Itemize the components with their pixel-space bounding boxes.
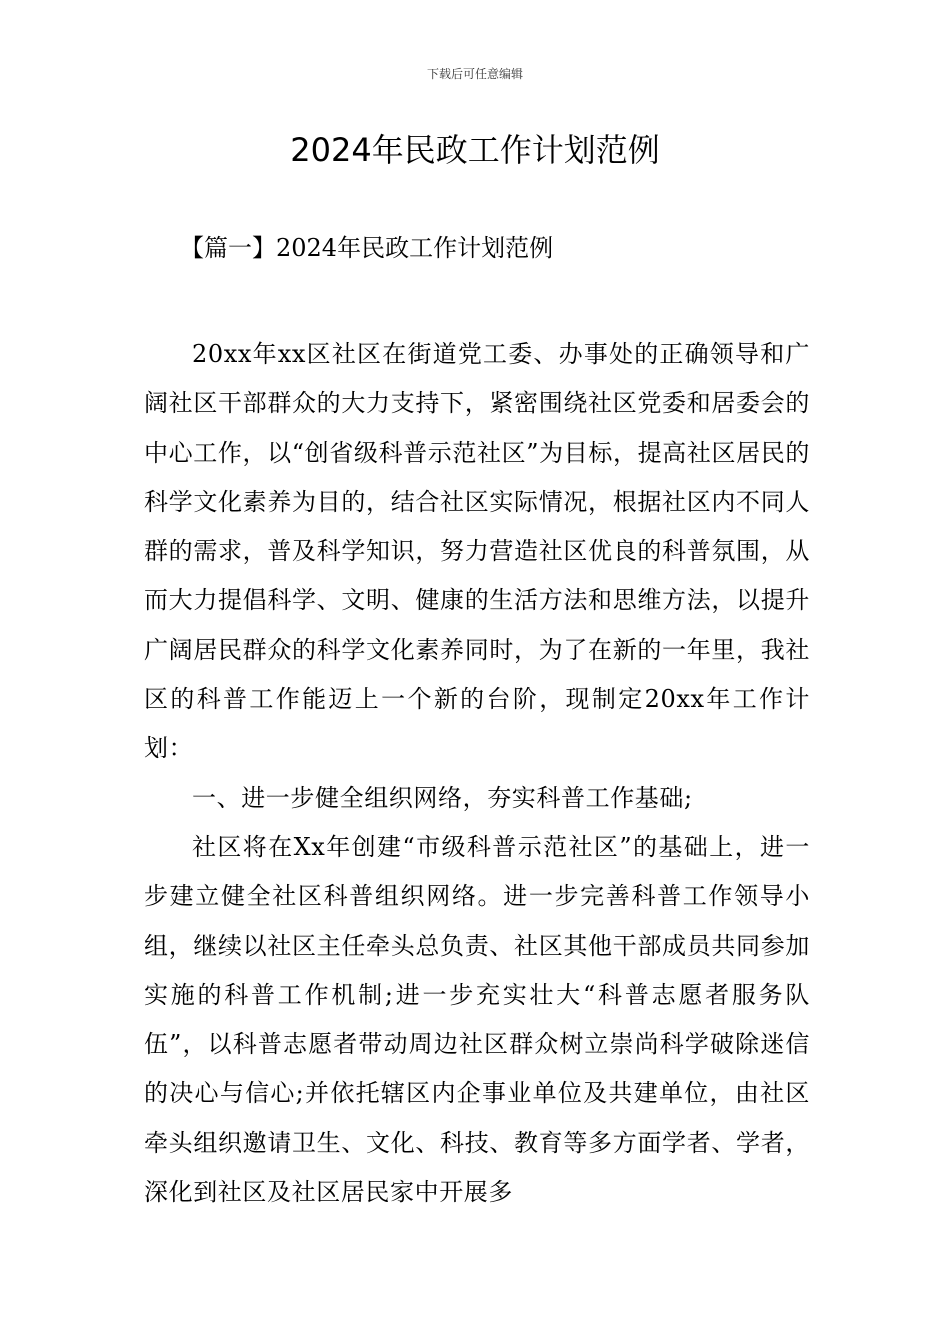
paragraph-item-one: 一、进一步健全组织网络，夯实科普工作基础; xyxy=(192,783,693,812)
document-body xyxy=(144,330,810,1217)
paragraph-intro: 20xx年xx区社区在街道党工委、办事处的正确领导和广阔社区干部群众的大力支持下，紧密围绕社区党委和居委会的中心工作，以“创省级科普示范社区”为目标，提高社区居民的科学文化素养为目的，结合社区实际情况，根据社区内不同人群的需求，普及科学知识，努力营造社区优良的科普氛围，从而大力提倡科学、文明、健康的生活方法和思维方法，以提升广阔居民群众的科学文化素养同时，为了在新的一年里，我社区的科普工作能迈上一个新的台阶，现制定20xx年工作计划： xyxy=(144,340,810,763)
section-heading: 【篇一】2024年民政工作计划范例 xyxy=(180,234,554,262)
paragraph-detail: 社区将在Xx年创建“市级科普示范社区”的基础上，进一步建立健全社区科普组织网络。进一步完善科普工作领导小组，继续以社区主任牵头总负责、社区其他干部成员共同参加实施的科普工作机制;进一步充实壮大“科普志愿者服务队伍”，以科普志愿者带动周边社区群众树立崇尚科学破除迷信的决心与信心;并依托辖区内企事业单位及共建单位，由社区牵头组织邀请卫生、文化、科技、教育等多方面学者、学者，深化到社区及社区居民家中开展多 xyxy=(144,832,810,1207)
document-title: 2024年民政工作计划范例 xyxy=(290,131,660,169)
header-note: 下载后可任意编辑 xyxy=(426,67,523,81)
